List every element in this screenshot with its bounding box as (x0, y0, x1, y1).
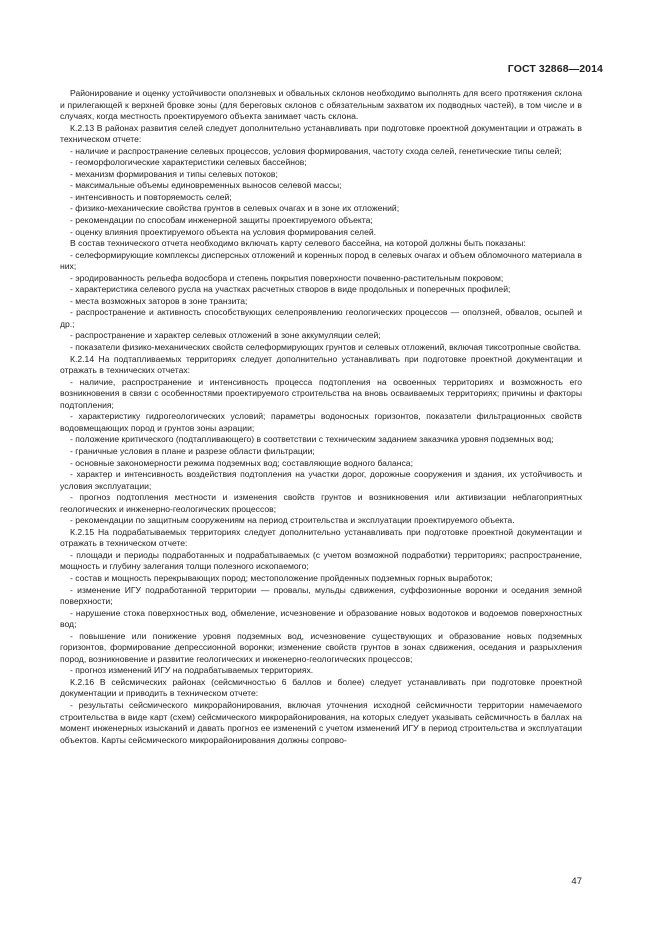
list-item: - оценку влияния проектируемого объекта на условия формирования селей. (70, 226, 377, 237)
list-item: - основные закономерности режима подземных вод; составляющие водного баланса; (70, 457, 413, 468)
section-paragraph: К.2.14 На подтапливаемых территориях следует дополнительно устанавливать при подготовке проектной документации и отражать в технических отчетах: (60, 353, 582, 376)
list-item: - рекомендации по способам инженерной защиты проектируемого объекта; (70, 215, 373, 226)
document-header: ГОСТ 32868—2014 (507, 63, 603, 75)
paragraph: В состав технического отчета необходимо включать карту селевого бассейна, на которой должны быть показаны: (70, 238, 526, 249)
document-body (60, 88, 582, 746)
list-item: - прогноз подтопления местности и изменения свойств грунтов и возникновения или активизации неблагоприятных геологических и инженерно-геологических процессов; (60, 492, 582, 514)
list-item: - наличие и распространение селевых процессов, условия формирования, частоту схода селей, генетические типы селей; (70, 145, 562, 156)
list-item: - площади и периоды подработанных и подрабатываемых (с учетом возможной подработки) территориях; распространение, мощность и глубину залегания толщи полезного ископаемого; (60, 549, 582, 572)
list-item: - максимальные объемы единовременных выносов селевой массы; (70, 180, 342, 191)
list-item: - повышение или понижение уровня подземных вод, исчезновение существующих и образование новых подземных горизонтов, формирование депрессионной воронки; изменение свойств грунтов в зонах сдвижения, оседания и разрыхления пород, возникновение и развитие геологических и инженерно-геологических процессов; (60, 630, 582, 664)
list-item: - изменение ИГУ подработанной территории — провалы, мульды сдвижения, суффозионные воронки и оседания земной поверхности; (60, 584, 582, 607)
paragraph: Районирование и оценку устойчивости оползневых и обвальных склонов необходимо выполнять для всего протяжения склона и прилегающей к верхней бровке зоны (для береговых склонов с обязательным захватом их подводных частей), в том числе и в случаях, когда местность проектируемого объекта занимает часть склона. (60, 88, 582, 122)
list-item: - наличие, распространение и интенсивность процесса подтопления на освоенных территориях и возможность его возникновения в связи с особенностями проектируемого строительства на вновь осваиваемых территориях; причины и факторы подтопления; (60, 376, 582, 410)
page-number: 47 (571, 876, 582, 887)
list-item: - геоморфологические характеристики селевых бассейнов; (70, 157, 307, 168)
list-item: - прогноз изменений ИГУ на подрабатываемых территориях. (70, 665, 314, 676)
section-paragraph: К.2.16 В сейсмических районах (сейсмичностью 6 баллов и более) следует устанавливать при подготовке проектной документации и приводить в техническом отчете: (60, 676, 582, 699)
list-item: - граничные условия в плане и разрезе области фильтрации; (70, 445, 315, 456)
list-item: - характеристика селевого русла на участках расчетных створов в виде продольных и поперечных профилей; (70, 284, 511, 295)
list-item: - показатели физико-механических свойств селеформирующих грунтов и селевых отложений, включая тиксотропные свойства. (70, 342, 582, 353)
list-item: - рекомендации по защитным сооружениям на период строительства и эксплуатации проектируемого объекта. (70, 515, 515, 526)
list-item: - физико-механические свойства грунтов в селевых очагах и в зоне их отложений; (70, 203, 400, 214)
list-item: - результаты сейсмического микрорайонирования, включая уточнения исходной сейсмичности территории намечаемого строительства в виде карт (схем) сейсмического микрорайонирования, на которых следует указывать сейсмичность в баллах на момент инженерных изысканий и давать прогноз ее изменений с учетом изменений ИГУ в период строительства и эксплуатации объектов. Карты сейсмического микрорайонирования должны сопрово- (60, 699, 582, 745)
list-item: - селеформирующие комплексы дисперсных отложений и коренных пород в селевых очагах и объем обломочного материала в них; (60, 249, 582, 272)
list-item: - места возможных заторов в зоне транзита; (70, 295, 248, 306)
list-item: - эродированность рельефа водосбора и степень покрытия поверхности почвенно-растительным покровом; (70, 272, 504, 283)
list-item: - нарушение стока поверхностных вод, обмеление, исчезновение и образование новых водотоков и водоемов поверхностных вод; (60, 607, 582, 630)
section-paragraph: К.2.13 В районах развития селей следует дополнительно устанавливать при подготовке проектной документации и отражать в техническом отчете: (60, 122, 582, 145)
list-item: - механизм формирования и типы селевых потоков; (70, 168, 278, 179)
list-item: - распространение и характер селевых отложений в зоне аккумуляции селей; (70, 330, 381, 341)
list-item: - характер и интенсивность воздействия подтопления на участки дорог, дорожные сооружения и здания, их устойчивость и условия эксплуатации; (60, 469, 582, 491)
section-paragraph: К.2.15 На подрабатываемых территориях следует дополнительно устанавливать при подготовке проектной документации и отражать в техническом отчете: (60, 526, 582, 549)
list-item: - положение критического (подтапливающего) в соответствии с техническим заданием заказчика уровня подземных вод; (70, 434, 554, 445)
list-item: - характеристику гидрогеологических условий; параметры водоносных горизонтов, показатели фильтрационных свойств водовмещающих пород и грунтов зоны аэрации; (60, 411, 582, 433)
list-item: - интенсивность и повторяемость селей; (70, 191, 232, 202)
list-item: - состав и мощность перекрывающих пород; местоположение пройденных подземных горных выработок; (70, 572, 493, 583)
list-item: - распространение и активность способствующих селепроявлению геологических процессов — оползней, обвалов, осыпей и др.; (60, 307, 582, 329)
